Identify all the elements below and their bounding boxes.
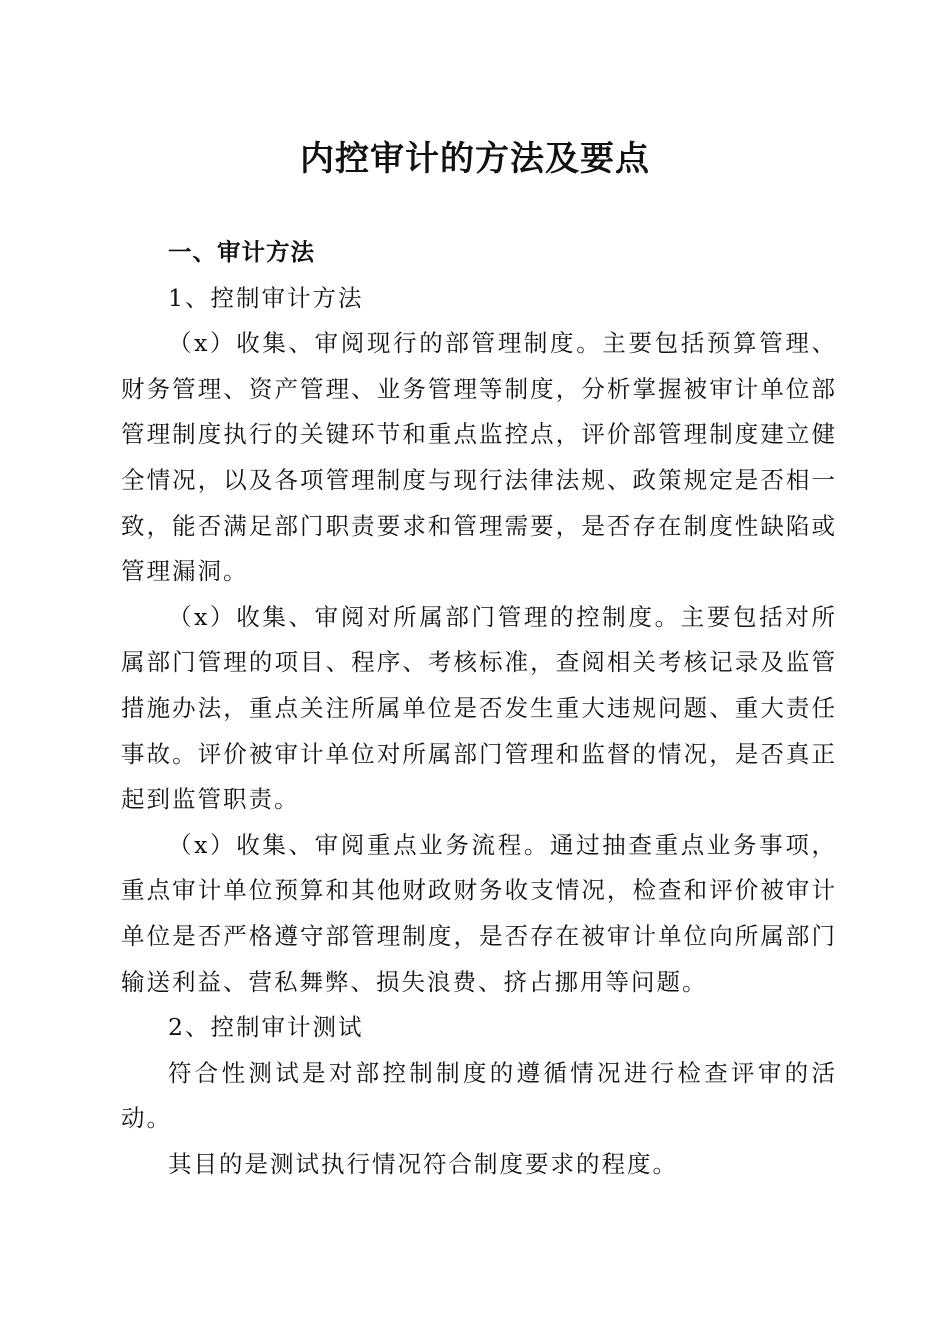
paragraph-review-key-processes: （x）收集、审阅重点业务流程。通过抽查重点业务事项，重点审计单位预算和其他财政财务收支情况，检查和评价被审计单位是否严格遵守部管理制度，是否存在被审计单位向所属部门输送利益、营私舞弊、损失浪费、挤占挪用等问题。 <box>121 830 837 996</box>
subsection-heading-control-audit-testing: 2、控制审计测试 <box>168 1013 364 1042</box>
document-body <box>121 230 837 1187</box>
paragraph-review-management-systems: （x）收集、审阅现行的部管理制度。主要包括预算管理、财务管理、资产管理、业务管理等制度，分析掌握被审计单位部管理制度执行的关键环节和重点监控点，评价部管理制度建立健全情况，以及各项管理制度与现行法律法规、政策规定是否相一致，能否满足部门职责要求和管理需要，是否存在制度性缺陷或管理漏洞。 <box>121 329 837 586</box>
paragraph-review-subordinate-controls: （x）收集、审阅对所属部门管理的控制度。主要包括对所属部门管理的项目、程序、考核标准，查阅相关考核记录及监管措施办法，重点关注所属单位是否发生重大违规问题、重大责任事故。评价被审计单位对所属部门管理和监督的情况，是否真正起到监管职责。 <box>121 602 837 814</box>
section-heading-audit-methods: 一、审计方法 <box>168 238 315 266</box>
document-title: 内控审计的方法及要点 <box>300 139 650 179</box>
paragraph-compliance-testing-definition: 符合性测试是对部控制制度的遵循情况进行检查评审的活动。 <box>121 1058 837 1133</box>
subsection-heading-control-audit-methods: 1、控制审计方法 <box>168 283 364 312</box>
paragraph-compliance-testing-purpose: 其目的是测试执行情况符合制度要求的程度。 <box>168 1149 678 1178</box>
